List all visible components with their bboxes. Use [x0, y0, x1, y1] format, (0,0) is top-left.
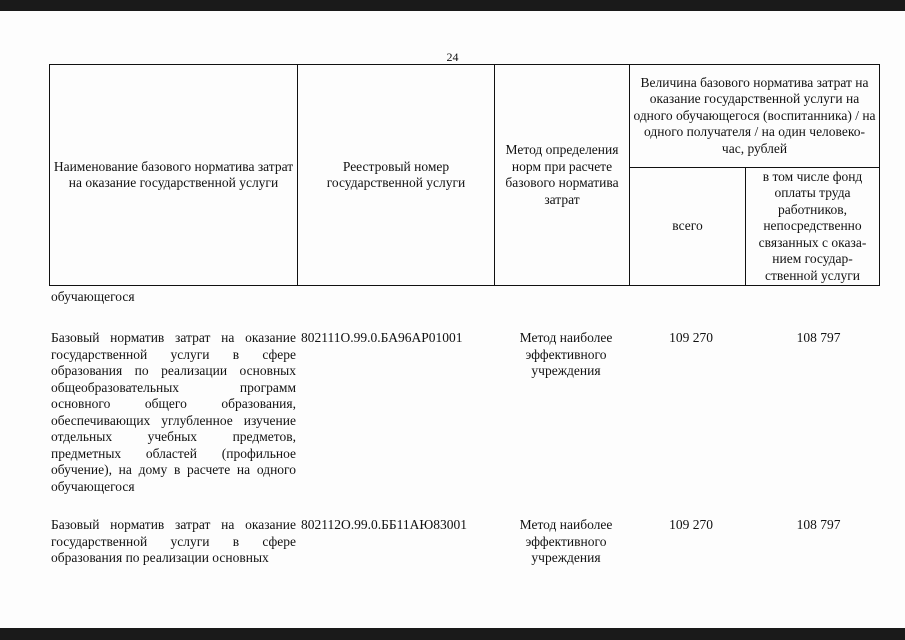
continued-text: обучающегося [51, 289, 135, 304]
page-number: 24 [446, 50, 459, 64]
row-labor-fund: 108 797 [796, 517, 841, 532]
header-method: Метод определения норм при расчете базового норматива затрат [495, 65, 630, 286]
row-method: Метод наиболее эффективного учреждения [519, 517, 613, 565]
table-header [49, 64, 880, 286]
row-labor-fund: 108 797 [796, 330, 841, 345]
row-registry-number: 802112О.99.0.ББ11АЮ83001 [301, 517, 468, 532]
row-method: Метод наиболее эффективного учреждения [519, 330, 613, 378]
header-labor-fund: в том числе фонд оплаты труда работников, непосредственно связанных с оказа-нием государ-ственной услуги [746, 168, 880, 286]
header-name: Наименование базового норматива затрат на оказание государственной услуги [50, 65, 298, 286]
row-total: 109 270 [669, 330, 713, 345]
scan-border-top [0, 0, 905, 11]
row-name: Базовый норматив затрат на оказание государственной услуги в сфере образования по реализации основных [51, 517, 296, 565]
row-registry-number: 802111О.99.0.БА96АР01001 [301, 330, 463, 345]
scan-border-bottom [0, 628, 905, 640]
row-total: 109 270 [669, 517, 713, 532]
header-normative-value: Величина базового норматива затрат на оказание государственной услуги на одного обучающегося (воспитанника) / на одного получателя / на один человеко-час, рублей [630, 65, 880, 168]
header-total: всего [630, 168, 746, 286]
header-registry-number: Реестровый номер государственной услуги [298, 65, 495, 286]
row-name: Базовый норматив затрат на оказание государственной услуги в сфере образования по реализации основных общеобразовательных программ основного общего образования, обеспечивающих углубленное изучение отдельных учебных предметов, предметных областей (профильное обучение), на дому в расчете на одного обучающегося [51, 330, 296, 494]
